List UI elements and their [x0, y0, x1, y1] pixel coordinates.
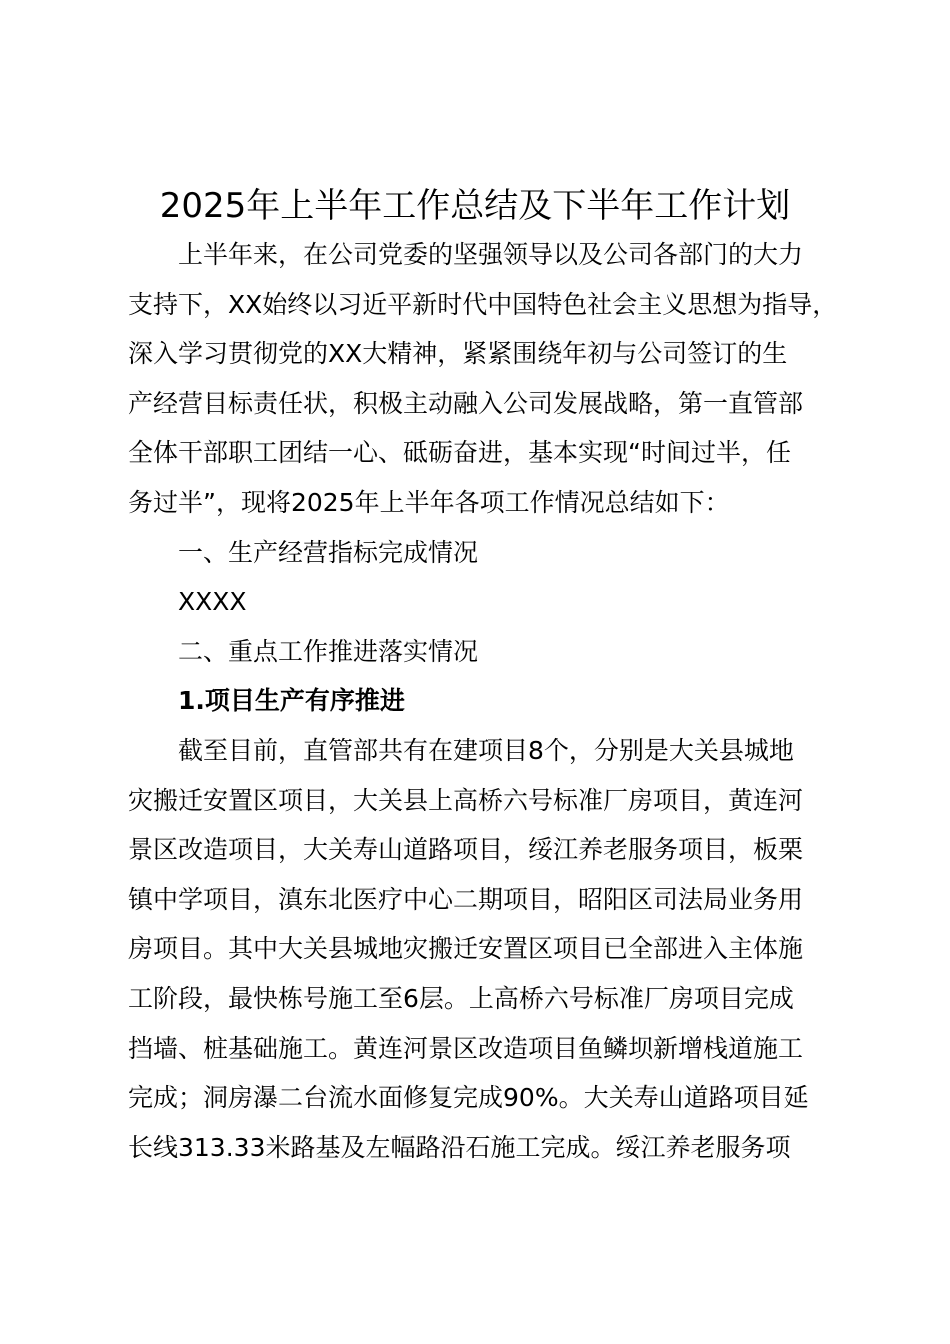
body-line: 房项目。其中大关县城地灾搬迁安置区项目已全部进入主体施 [128, 934, 804, 964]
intro-line: 深入学习贯彻党的XX大精神，紧紧围绕年初与公司签订的生 [128, 339, 788, 369]
document-body [128, 230, 838, 1172]
intro-line: 全体干部职工团结一心、砥砺奋进，基本实现“时间过半，任 [128, 438, 791, 468]
intro-line: 务过半”，现将2025年上半年各项工作情况总结如下： [128, 487, 730, 517]
body-line: 工阶段，最快栋号施工至6层。上高桥六号标准厂房项目完成 [128, 983, 794, 1013]
intro-line: 上半年来，在公司党委的坚强领导以及公司各部门的大力 [178, 240, 804, 269]
body-line: 截至目前，直管部共有在建项目8个，分别是大关县城地 [178, 735, 794, 765]
intro-line: 产经营目标责任状，积极主动融入公司发展战略，第一直管部 [128, 388, 804, 418]
section1-body: XXXX [178, 587, 247, 617]
body-line: 景区改造项目，大关寿山道路项目，绥江养老服务项目，板栗 [128, 835, 804, 865]
body-line: 镇中学项目，滇东北医疗中心二期项目，昭阳区司法局业务用 [128, 884, 804, 914]
intro-line: 支持下，XX始终以习近平新时代中国特色社会主义思想为指导， [128, 289, 838, 319]
subsection1-heading: 1.项目生产有序推进 [178, 686, 405, 716]
body-line: 挡墙、桩基础施工。黄连河景区改造项目鱼鳞坝新增栈道施工 [128, 1033, 804, 1063]
section1-heading: 一、生产经营指标完成情况 [178, 537, 479, 567]
document-title: 2025年上半年工作总结及下半年工作计划 [159, 186, 791, 226]
body-line: 灾搬迁安置区项目，大关县上高桥六号标准厂房项目，黄连河 [128, 785, 804, 815]
section2-heading: 二、重点工作推进落实情况 [178, 636, 479, 666]
body-line: 完成；洞房瀑二台流水面修复完成90%。大关寿山道路项目延 [128, 1083, 809, 1113]
body-line: 长线313.33米路基及左幅路沿石施工完成。绥江养老服务项 [128, 1132, 791, 1162]
